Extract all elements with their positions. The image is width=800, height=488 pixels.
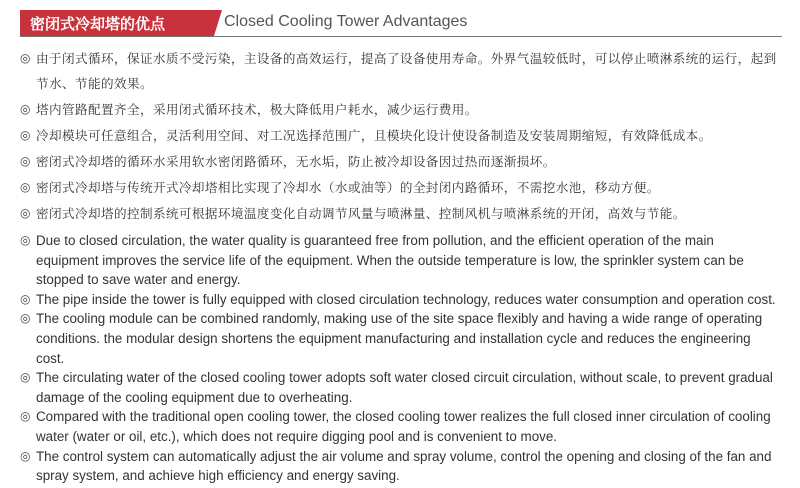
en-item-text: Compared with the traditional open cooling tower, the closed cooling tower realizes the full closed inner circulation of cooling water (water or oil, etc.), which does not require digging pool and is convenient to move.	[36, 409, 771, 444]
en-item-1	[20, 231, 780, 290]
title-english: Closed Cooling Tower Advantages	[224, 13, 468, 30]
en-item-4	[20, 368, 780, 407]
bullet-icon: ◎	[20, 311, 31, 326]
bullet-icon: ◎	[20, 180, 31, 194]
zh-item-4	[20, 149, 780, 174]
en-item-text: The pipe inside the tower is fully equipped with closed circulation technology, reduces water consumption and operation cost.	[36, 291, 776, 307]
bullet-icon: ◎	[20, 51, 31, 65]
zh-item-text: 冷却模块可任意组合，灵活利用空间、对工况选择范围广，且模块化设计使设备制造及安装周期缩短，有效降低成本。	[36, 128, 712, 143]
zh-item-text: 塔内管路配置齐全，采用闭式循环技术，极大降低用户耗水，减少运行费用。	[36, 102, 478, 117]
zh-item-5	[20, 175, 780, 200]
en-item-6	[20, 447, 780, 486]
zh-item-text: 密闭式冷却塔的控制系统可根据环境温度变化自动调节风量与喷淋量、控制风机与喷淋系统的开闭，高效与节能。	[36, 206, 686, 221]
zh-item-6	[20, 201, 780, 226]
bullet-icon: ◎	[20, 448, 31, 463]
en-item-3	[20, 309, 780, 368]
banner-slant-decoration	[214, 10, 222, 36]
bullet-icon: ◎	[20, 128, 31, 142]
zh-item-text: 密闭式冷却塔的循环水采用软水密闭路循环，无水垢，防止被冷却设备因过热而逐渐损坏。	[36, 154, 556, 169]
advantages-list	[20, 46, 780, 486]
en-item-text: The control system can automatically adjust the air volume and spray volume, control the opening and closing of the fan and spray system, and achieve high efficiency and energy saving.	[36, 448, 772, 484]
zh-item-1	[20, 46, 780, 96]
en-item-5	[20, 407, 780, 446]
en-item-text: The circulating water of the closed cooling tower adopts soft water closed circuit circulation, without scale, to prevent gradual damage of the cooling equipment due to overheating.	[36, 370, 773, 405]
en-item-text: Due to closed circulation, the water quality is guaranteed free from pollution, and the efficient operation of the main equipment improves the service life of the equipment. When the outside temperature is low, the sprinkler system can be stopped to save water and energy.	[36, 233, 744, 288]
title-chinese: 密闭式冷却塔的优点	[30, 15, 166, 33]
bullet-icon: ◎	[20, 370, 31, 385]
en-item-text: The cooling module can be combined randomly, making use of the site space flexibly and having a wide range of operating conditions. the modular design shortens the equipment manufacturing and installation cycle and reduces the engineering cost.	[36, 311, 763, 366]
zh-item-2	[20, 97, 780, 122]
bullet-icon: ◎	[20, 409, 31, 424]
en-item-2	[20, 290, 780, 310]
zh-item-3	[20, 123, 780, 148]
title-banner	[20, 10, 214, 36]
zh-item-text: 密闭式冷却塔与传统开式冷却塔相比实现了冷却水（水或油等）的全封闭内路循环，不需挖水池，移动方便。	[36, 180, 660, 195]
bullet-icon: ◎	[20, 206, 31, 220]
bullet-icon: ◎	[20, 154, 31, 168]
header-divider	[20, 36, 782, 37]
bullet-icon: ◎	[20, 291, 31, 306]
section-header	[0, 0, 800, 40]
bullet-icon: ◎	[20, 102, 31, 116]
zh-item-text: 由于闭式循环，保证水质不受污染，主设备的高效运行，提高了设备使用寿命。外界气温较低时，可以停止喷淋系统的运行，起到节水、节能的效果。	[36, 51, 777, 91]
bullet-icon: ◎	[20, 233, 31, 247]
